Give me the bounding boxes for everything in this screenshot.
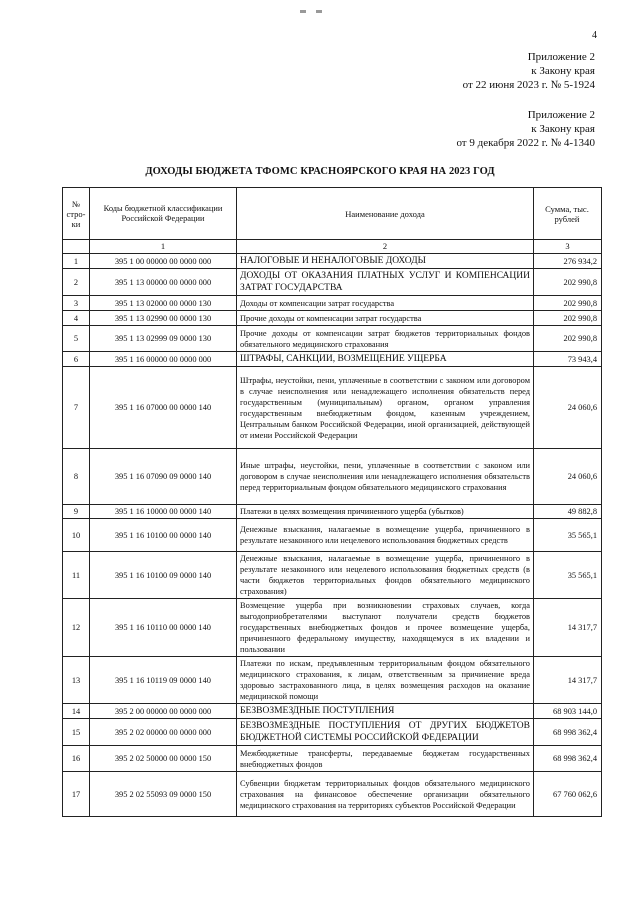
row-number: 6 xyxy=(63,352,90,367)
row-number: 11 xyxy=(63,552,90,599)
table-row xyxy=(63,326,602,352)
column-index-2: 2 xyxy=(237,240,534,254)
row-number: 10 xyxy=(63,519,90,552)
appendix-previous-line3: от 9 декабря 2022 г. № 4-1340 xyxy=(456,137,595,149)
row-number: 2 xyxy=(63,269,90,296)
header-code: Коды бюджетной классификации Российской Федерации xyxy=(90,188,237,240)
row-name: Доходы от компенсации затрат государства xyxy=(237,296,534,311)
table-row xyxy=(63,519,602,552)
table-row xyxy=(63,505,602,519)
row-sum: 202 990,8 xyxy=(534,296,602,311)
row-code: 395 1 16 07090 09 0000 140 xyxy=(90,449,237,505)
row-number: 4 xyxy=(63,311,90,326)
table-row xyxy=(63,352,602,367)
row-name: Платежи в целях возмещения причиненного ущерба (убытков) xyxy=(237,505,534,519)
row-name: Иные штрафы, неустойки, пени, уплаченные в соответствии с законом или договором в случае неисполнения или ненадлежащего исполнения обязательств перед территориальным фондом обязательного медицинского страхования xyxy=(237,449,534,505)
row-name: БЕЗВОЗМЕЗДНЫЕ ПОСТУПЛЕНИЯ xyxy=(237,704,534,719)
row-sum: 276 934,2 xyxy=(534,254,602,269)
revenue-table xyxy=(62,187,602,817)
row-number: 17 xyxy=(63,772,90,817)
appendix-previous xyxy=(456,108,595,150)
row-number: 12 xyxy=(63,599,90,657)
row-name: Межбюджетные трансферты, передаваемые бюджетам государственных внебюджетных фондов xyxy=(237,746,534,772)
row-code: 395 1 16 10110 00 0000 140 xyxy=(90,599,237,657)
row-name: Возмещение ущерба при возникновении страховых случаев, когда выгодоприобретателями выступают получатели средств бюджетов государственных внебюджетных фондов и прочее возмещение ущерба, причиненного федеральному имуществу, находящемуся в их владении и пользовании xyxy=(237,599,534,657)
row-name: Прочие доходы от компенсации затрат государства xyxy=(237,311,534,326)
row-sum: 14 317,7 xyxy=(534,599,602,657)
row-name: Денежные взыскания, налагаемые в возмещение ущерба, причиненного в результате незаконного или нецелевого использования бюджетных средств (в части бюджетов территориальных фондов обязательного медицинского страхования) xyxy=(237,552,534,599)
row-name: ДОХОДЫ ОТ ОКАЗАНИЯ ПЛАТНЫХ УСЛУГ И КОМПЕНСАЦИИ ЗАТРАТ ГОСУДАРСТВА xyxy=(237,269,534,296)
row-name: БЕЗВОЗМЕЗДНЫЕ ПОСТУПЛЕНИЯ ОТ ДРУГИХ БЮДЖЕТОВ БЮДЖЕТНОЙ СИСТЕМЫ РОССИЙСКОЙ ФЕДЕРАЦИИ xyxy=(237,719,534,746)
row-sum: 68 903 144,0 xyxy=(534,704,602,719)
table-row xyxy=(63,269,602,296)
header-row-number: № стро-ки xyxy=(63,188,90,240)
row-code: 395 1 13 00000 00 0000 000 xyxy=(90,269,237,296)
row-sum: 24 060,6 xyxy=(534,449,602,505)
row-code: 395 2 02 00000 00 0000 000 xyxy=(90,719,237,746)
table-row xyxy=(63,657,602,704)
column-index-row xyxy=(63,240,602,254)
row-code: 395 1 16 00000 00 0000 000 xyxy=(90,352,237,367)
row-name: Субвенции бюджетам территориальных фондов обязательного медицинского страхования на финансовое обеспечение организации обязательного медицинского страхования на территориях субъектов Российской Федерации xyxy=(237,772,534,817)
row-code: 395 1 16 07000 00 0000 140 xyxy=(90,367,237,449)
row-number: 14 xyxy=(63,704,90,719)
row-number: 13 xyxy=(63,657,90,704)
row-sum: 68 998 362,4 xyxy=(534,719,602,746)
appendix-previous-line2: к Закону края xyxy=(531,123,595,135)
row-sum: 14 317,7 xyxy=(534,657,602,704)
row-name: ШТРАФЫ, САНКЦИИ, ВОЗМЕЩЕНИЕ УЩЕРБА xyxy=(237,352,534,367)
row-code: 395 1 16 10000 00 0000 140 xyxy=(90,505,237,519)
row-name: Штрафы, неустойки, пени, уплаченные в соответствии с законом или договором в случае неисполнения или ненадлежащего исполнения обязательств перед государственным (муниципальным) органом, органом управления государственным внебюджетным фондом, казенным учреждением, Центральным банком Российской Федерации, иной организацией, действующей от имени Российской Федерации xyxy=(237,367,534,449)
row-number: 3 xyxy=(63,296,90,311)
row-name: Платежи по искам, предъявленным территориальным фондом обязательного медицинского страхования, к лицам, ответственным за причинение вреда здоровью застрахованного лица, в целях возмещения расходов на оказание медицинской помощи xyxy=(237,657,534,704)
row-sum: 49 882,8 xyxy=(534,505,602,519)
table-row xyxy=(63,719,602,746)
page-number: 4 xyxy=(592,30,597,41)
row-number: 16 xyxy=(63,746,90,772)
appendix-previous-line1: Приложение 2 xyxy=(527,109,595,121)
table-row xyxy=(63,254,602,269)
row-sum: 202 990,8 xyxy=(534,269,602,296)
table-row xyxy=(63,367,602,449)
table-row xyxy=(63,552,602,599)
row-sum: 24 060,6 xyxy=(534,367,602,449)
row-sum: 35 565,1 xyxy=(534,552,602,599)
row-sum: 35 565,1 xyxy=(534,519,602,552)
row-sum: 67 760 062,6 xyxy=(534,772,602,817)
appendix-current-line1: Приложение 2 xyxy=(527,51,595,63)
row-code: 395 2 00 00000 00 0000 000 xyxy=(90,704,237,719)
row-number: 7 xyxy=(63,367,90,449)
row-name: Денежные взыскания, налагаемые в возмещение ущерба, причиненного в результате незаконного или нецелевого использования бюджетных средств xyxy=(237,519,534,552)
row-sum: 202 990,8 xyxy=(534,326,602,352)
column-index-3: 3 xyxy=(534,240,602,254)
row-code: 395 1 13 02999 09 0000 130 xyxy=(90,326,237,352)
document-title: ДОХОДЫ БЮДЖЕТА ТФОМС КРАСНОЯРСКОГО КРАЯ НА 2023 ГОД xyxy=(145,166,495,177)
table-row xyxy=(63,746,602,772)
scan-artifact xyxy=(300,0,340,6)
row-code: 395 1 16 10100 09 0000 140 xyxy=(90,552,237,599)
column-index-1: 1 xyxy=(90,240,237,254)
row-number: 8 xyxy=(63,449,90,505)
row-code: 395 1 00 00000 00 0000 000 xyxy=(90,254,237,269)
appendix-current-line3: от 22 июня 2023 г. № 5-1924 xyxy=(462,79,595,91)
row-sum: 73 943,4 xyxy=(534,352,602,367)
row-name: Прочие доходы от компенсации затрат бюджетов территориальных фондов обязательного медицинского страхования xyxy=(237,326,534,352)
column-index-empty xyxy=(63,240,90,254)
row-code: 395 2 02 55093 09 0000 150 xyxy=(90,772,237,817)
row-number: 5 xyxy=(63,326,90,352)
appendix-current xyxy=(463,50,595,92)
row-code: 395 1 13 02990 00 0000 130 xyxy=(90,311,237,326)
row-number: 15 xyxy=(63,719,90,746)
table-row xyxy=(63,772,602,817)
table-header-row xyxy=(63,188,602,240)
row-code: 395 1 16 10119 09 0000 140 xyxy=(90,657,237,704)
row-sum: 202 990,8 xyxy=(534,311,602,326)
table-row xyxy=(63,311,602,326)
row-name: НАЛОГОВЫЕ И НЕНАЛОГОВЫЕ ДОХОДЫ xyxy=(237,254,534,269)
row-code: 395 1 16 10100 00 0000 140 xyxy=(90,519,237,552)
row-number: 9 xyxy=(63,505,90,519)
header-sum: Сумма, тыс. рублей xyxy=(534,188,602,240)
row-sum: 68 998 362,4 xyxy=(534,746,602,772)
table-row xyxy=(63,704,602,719)
table-row xyxy=(63,296,602,311)
table-row xyxy=(63,599,602,657)
row-code: 395 2 02 50000 00 0000 150 xyxy=(90,746,237,772)
table-row xyxy=(63,449,602,505)
header-name: Наименование дохода xyxy=(237,188,534,240)
row-number: 1 xyxy=(63,254,90,269)
appendix-current-line2: к Закону края xyxy=(531,65,595,77)
row-code: 395 1 13 02000 00 0000 130 xyxy=(90,296,237,311)
